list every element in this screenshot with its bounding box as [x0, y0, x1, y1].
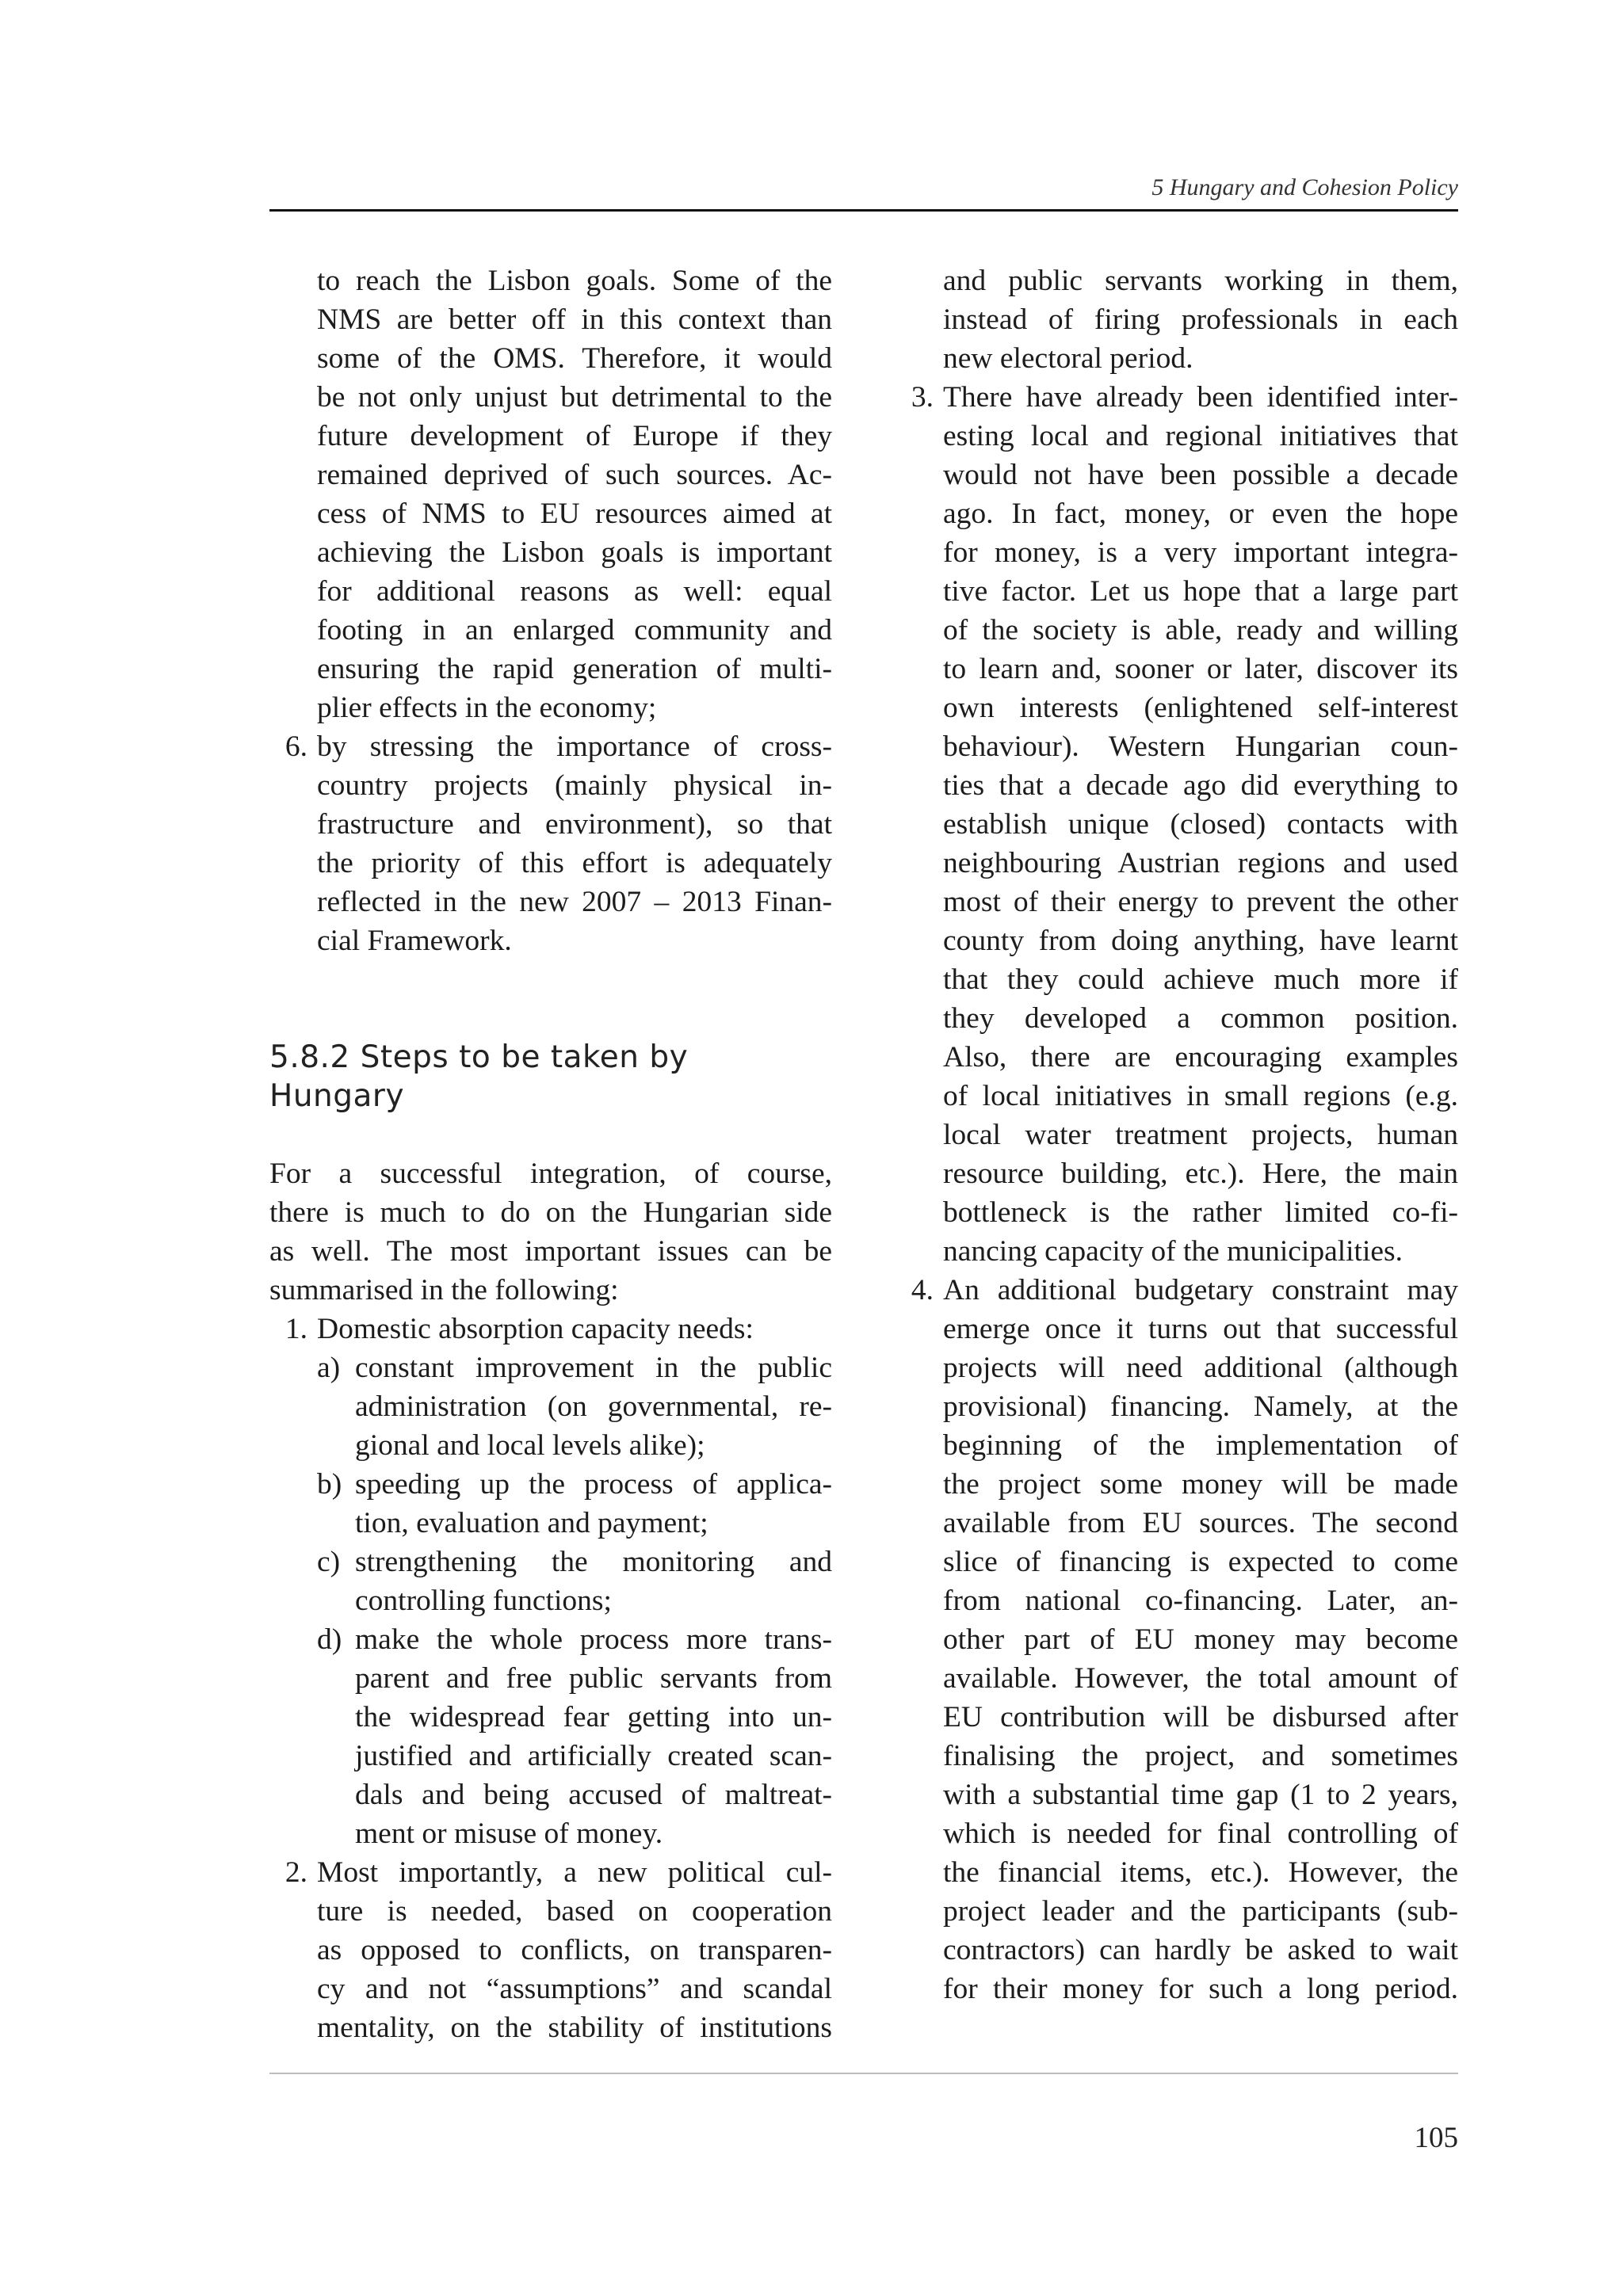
continued-list-item	[896, 261, 1458, 378]
text-line: emerge once it turns out that successful	[943, 1313, 1458, 1345]
text-line: nancing capacity of the municipalities.	[943, 1235, 1403, 1268]
text-line: new electoral period.	[943, 342, 1193, 375]
sub-item-b	[269, 1465, 832, 1543]
text-line: future development of Europe if they	[317, 420, 832, 452]
list-number: 1.	[285, 1313, 307, 1345]
text-line: For a successful integration, of course,	[269, 1158, 832, 1190]
text-line: projects will need additional (although	[943, 1352, 1458, 1384]
text-line: neighbouring Austrian regions and used	[943, 847, 1458, 879]
text-line: to learn and, sooner or later, discover its	[943, 653, 1458, 685]
text-line: contractors) can hardly be asked to wait	[943, 1934, 1458, 1966]
text-line: establish unique (closed) contacts with	[943, 808, 1458, 841]
text-line: ties that a decade ago did everything to	[943, 769, 1458, 802]
page-number: 105	[1414, 2122, 1458, 2154]
text-line: of the society is able, ready and willing	[943, 614, 1458, 646]
sub-item-letter: d)	[317, 1623, 342, 1656]
text-line: county from doing anything, have learnt	[943, 925, 1458, 957]
text-line: Also, there are encouraging examples	[943, 1041, 1458, 1074]
text-line: would not have been possible a decade	[943, 459, 1458, 491]
text-line: from national co-financing. Later, an-	[943, 1585, 1458, 1617]
text-line: the priority of this effort is adequately	[317, 847, 832, 879]
text-line: dals and being accused of maltreat-	[355, 1779, 832, 1811]
header-rule	[269, 209, 1458, 212]
text-line: speeding up the process of applica-	[355, 1468, 832, 1501]
text-line: ago. In fact, money, or even the hope	[943, 498, 1458, 530]
sub-item-a	[269, 1348, 832, 1465]
text-line: be not only unjust but detrimental to the	[317, 381, 832, 414]
text-line: reflected in the new 2007 – 2013 Finan-	[317, 886, 832, 918]
text-line: administration (on governmental, re-	[355, 1390, 832, 1423]
text-line: behaviour). Western Hungarian coun-	[943, 730, 1458, 763]
text-line: cess of NMS to EU resources aimed at	[317, 498, 832, 530]
list-number: 3.	[911, 381, 934, 414]
text-line: by stressing the importance of cross-	[317, 730, 832, 763]
list-item-1	[269, 1310, 832, 1348]
text-line: cy and not “assumptions” and scandal	[317, 1973, 832, 2005]
text-line: An additional budgetary constraint may	[943, 1274, 1458, 1306]
text-line: achieving the Lisbon goals is important	[317, 536, 832, 569]
text-line: cial Framework.	[317, 925, 512, 957]
text-line: frastructure and environment), so that	[317, 808, 832, 841]
text-line: most of their energy to prevent the other	[943, 886, 1458, 918]
text-line: own interests (enlightened self-interest	[943, 692, 1458, 724]
sub-item-c	[269, 1543, 832, 1620]
text-line: summarised in the following:	[269, 1274, 619, 1306]
text-line: bottleneck is the rather limited co-fi-	[943, 1196, 1458, 1229]
text-line: to reach the Lisbon goals. Some of the	[317, 265, 832, 297]
text-line: they developed a common position.	[943, 1002, 1458, 1035]
text-line: remained deprived of such sources. Ac-	[317, 459, 832, 491]
text-line: with a substantial time gap (1 to 2 years,	[943, 1779, 1458, 1811]
text-line: which is needed for final controlling of	[943, 1817, 1458, 1850]
text-line: controlling functions;	[355, 1585, 612, 1617]
sub-item-d	[269, 1620, 832, 1853]
text-line: and public servants working in them,	[943, 265, 1458, 297]
text-line: that they could achieve much more if	[943, 963, 1458, 996]
text-line: provisional) financing. Namely, at the	[943, 1390, 1458, 1423]
text-line: ment or misuse of money.	[355, 1817, 663, 1850]
text-line: resource building, etc.). Here, the main	[943, 1158, 1458, 1190]
text-line: make the whole process more trans-	[355, 1623, 832, 1656]
text-line: mentality, on the stability of institutions	[317, 2012, 832, 2044]
list-number: 2.	[285, 1856, 307, 1889]
text-line: some of the OMS. Therefore, it would	[317, 342, 832, 375]
text-line: there is much to do on the Hungarian side	[269, 1196, 832, 1229]
text-line: ture is needed, based on cooperation	[317, 1895, 832, 1928]
text-line: tive factor. Let us hope that a large part	[943, 575, 1458, 608]
section-heading: 5.8.2 Steps to be taken by Hungary	[269, 1039, 689, 1114]
text-line: ensuring the rapid generation of multi-	[317, 653, 832, 685]
text-line: esting local and regional initiatives that	[943, 420, 1458, 452]
text-line: local water treatment projects, human	[943, 1119, 1458, 1151]
text-line: the widespread fear getting into un-	[355, 1701, 832, 1733]
text-line: slice of financing is expected to come	[943, 1546, 1458, 1578]
text-line: justified and artificially created scan-	[355, 1740, 832, 1772]
text-line: Domestic absorption capacity needs:	[317, 1313, 754, 1345]
text-line: other part of EU money may become	[943, 1623, 1458, 1656]
list-number: 6.	[285, 730, 307, 763]
list-number: 4.	[911, 1274, 934, 1306]
list-item-4	[896, 1271, 1458, 2008]
text-line: available from EU sources. The second	[943, 1507, 1458, 1539]
text-line: Most importantly, a new political cul-	[317, 1856, 832, 1889]
sub-item-letter: c)	[317, 1546, 341, 1578]
text-line: constant improvement in the public	[355, 1352, 832, 1384]
text-line: as opposed to conflicts, on transparen-	[317, 1934, 832, 1966]
list-item-3	[896, 378, 1458, 1271]
text-line: strengthening the monitoring and	[355, 1546, 832, 1578]
text-line: as well. The most important issues can be	[269, 1235, 832, 1268]
text-line: project leader and the participants (sub-	[943, 1895, 1458, 1928]
text-line: finalising the project, and sometimes	[943, 1740, 1458, 1772]
text-line: gional and local levels alike);	[355, 1429, 705, 1462]
list-item-2	[269, 1853, 832, 2047]
text-line: for their money for such a long period.	[943, 1973, 1458, 2005]
text-line: available. However, the total amount of	[943, 1662, 1458, 1695]
text-line: EU contribution will be disbursed after	[943, 1701, 1458, 1733]
sub-item-letter: b)	[317, 1468, 342, 1501]
text-line: country projects (mainly physical in-	[317, 769, 832, 802]
left-column	[269, 261, 832, 2047]
continued-list-item	[269, 261, 832, 727]
text-line: for additional reasons as well: equal	[317, 575, 832, 608]
text-line: the financial items, etc.). However, the	[943, 1856, 1458, 1889]
right-column	[896, 261, 1458, 2008]
footer-rule	[269, 2073, 1458, 2074]
running-header: 5 Hungary and Cohesion Policy	[1151, 174, 1458, 200]
text-line: plier effects in the economy;	[317, 692, 657, 724]
text-line: beginning of the implementation of	[943, 1429, 1458, 1462]
text-line: tion, evaluation and payment;	[355, 1507, 708, 1539]
text-line: NMS are better off in this context than	[317, 303, 832, 336]
text-line: for money, is a very important integra-	[943, 536, 1458, 569]
text-line: instead of firing professionals in each	[943, 303, 1458, 336]
sub-item-letter: a)	[317, 1352, 341, 1384]
intro-paragraph	[269, 1154, 832, 1310]
list-item-6	[269, 727, 832, 960]
text-line: There have already been identified inter-	[943, 381, 1458, 414]
text-line: of local initiatives in small regions (e.g.	[943, 1080, 1458, 1112]
text-line: footing in an enlarged community and	[317, 614, 832, 646]
text-line: parent and free public servants from	[355, 1662, 832, 1695]
text-line: the project some money will be made	[943, 1468, 1458, 1501]
